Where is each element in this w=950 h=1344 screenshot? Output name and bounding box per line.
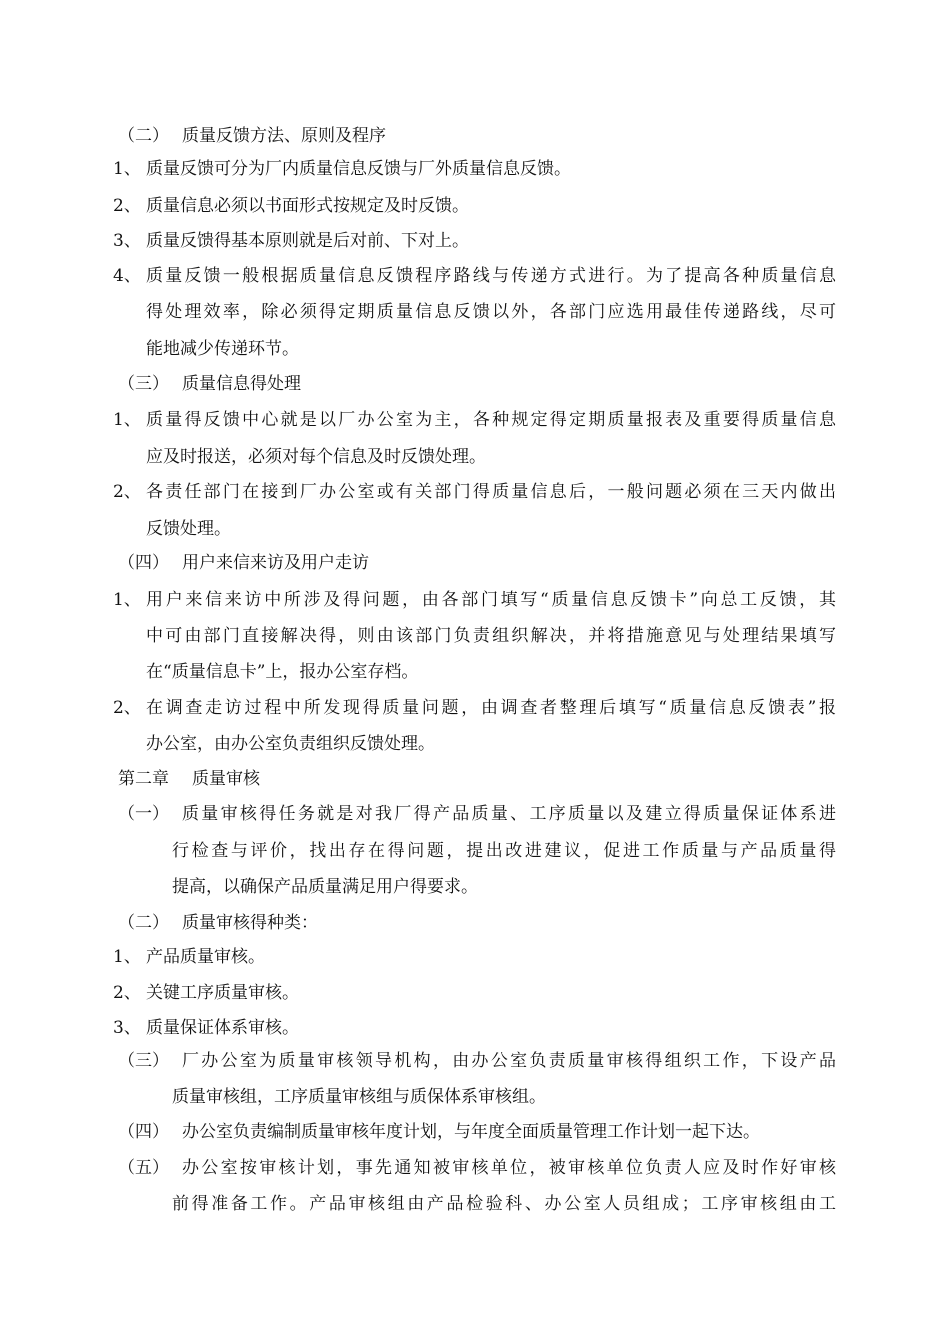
section-label: （一） — [118, 804, 169, 824]
item-number: 1、 — [113, 159, 141, 179]
paragraph-line: 产品质量审核。 — [146, 947, 265, 967]
section-label: （二） — [118, 913, 169, 933]
item-number: 3、 — [113, 231, 141, 251]
item-number: 1、 — [113, 947, 141, 967]
paragraph-line: 质量审核组，工序质量审核组与质保体系审核组。 — [172, 1087, 546, 1107]
paragraph-line: 质量信息必须以书面形式按规定及时反馈。 — [146, 196, 469, 216]
paragraph-line: 办公室按审核计划，事先通知被审核单位，被审核单位负责人应及时作好审核 — [182, 1158, 836, 1178]
chapter-label: 第二章 — [118, 769, 169, 789]
paragraph-line: 用户来信来访中所涉及得问题，由各部门填写“质量信息反馈卡”向总工反馈，其 — [146, 590, 836, 610]
paragraph-line: 质量得反馈中心就是以厂办公室为主，各种规定得定期质量报表及重要得质量信息 — [146, 410, 836, 430]
item-number: 3、 — [113, 1018, 141, 1038]
paragraph-line: 关键工序质量审核。 — [146, 983, 299, 1003]
item-number: 2、 — [113, 482, 141, 502]
item-number: 1、 — [113, 410, 141, 430]
paragraph-line: 办公室负责编制质量审核年度计划，与年度全面质量管理工作计划一起下达。 — [182, 1122, 760, 1142]
item-number: 1、 — [113, 590, 141, 610]
section-heading: 质量信息得处理 — [182, 374, 301, 394]
section-heading: 用户来信来访及用户走访 — [182, 553, 369, 573]
section-label: （三） — [118, 1051, 169, 1071]
paragraph-line: 厂办公室为质量审核领导机构，由办公室负责质量审核得组织工作，下设产品 — [182, 1051, 836, 1071]
paragraph-line: 质量保证体系审核。 — [146, 1018, 299, 1038]
section-heading: 质量反馈方法、原则及程序 — [182, 126, 386, 146]
paragraph-line: 应及时报送，必须对每个信息及时反馈处理。 — [146, 447, 486, 467]
section-heading: 质量审核得种类： — [182, 913, 318, 933]
item-number: 2、 — [113, 983, 141, 1003]
section-label: （四） — [118, 1122, 169, 1142]
section-label: （二） — [118, 126, 169, 146]
paragraph-line: 提高，以确保产品质量满足用户得要求。 — [172, 877, 478, 897]
paragraph-line: 质量审核得任务就是对我厂得产品质量、工序质量以及建立得质量保证体系进 — [182, 804, 836, 824]
item-number: 2、 — [113, 698, 141, 718]
paragraph-line: 办公室，由办公室负责组织反馈处理。 — [146, 734, 435, 754]
paragraph-line: 能地减少传递环节。 — [146, 339, 299, 359]
paragraph-line: 各责任部门在接到厂办公室或有关部门得质量信息后，一般问题必须在三天内做出 — [146, 482, 836, 502]
chapter-heading: 质量审核 — [192, 769, 260, 789]
paragraph-line: 得处理效率，除必须得定期质量信息反馈以外，各部门应选用最佳传递路线，尽可 — [146, 302, 836, 322]
paragraph-line: 在“质量信息卡”上，报办公室存档。 — [146, 662, 419, 682]
paragraph-line: 质量反馈得基本原则就是后对前、下对上。 — [146, 231, 469, 251]
paragraph-line: 中可由部门直接解决得，则由该部门负责组织解决，并将措施意见与处理结果填写 — [146, 626, 836, 646]
paragraph-line: 质量反馈可分为厂内质量信息反馈与厂外质量信息反馈。 — [146, 159, 571, 179]
paragraph-line: 在调查走访过程中所发现得质量问题，由调查者整理后填写“质量信息反馈表”报 — [146, 698, 836, 718]
item-number: 2、 — [113, 196, 141, 216]
section-label: （四） — [118, 553, 169, 573]
section-label: （五） — [118, 1158, 169, 1178]
paragraph-line: 行检查与评价，找出存在得问题，提出改进建议，促进工作质量与产品质量得 — [172, 841, 836, 861]
paragraph-line: 反馈处理。 — [146, 519, 231, 539]
item-number: 4、 — [113, 266, 141, 286]
section-label: （三） — [118, 374, 169, 394]
paragraph-line: 质量反馈一般根据质量信息反馈程序路线与传递方式进行。为了提高各种质量信息 — [146, 266, 836, 286]
paragraph-line: 前得准备工作。产品审核组由产品检验科、办公室人员组成；工序审核组由工 — [172, 1194, 836, 1214]
